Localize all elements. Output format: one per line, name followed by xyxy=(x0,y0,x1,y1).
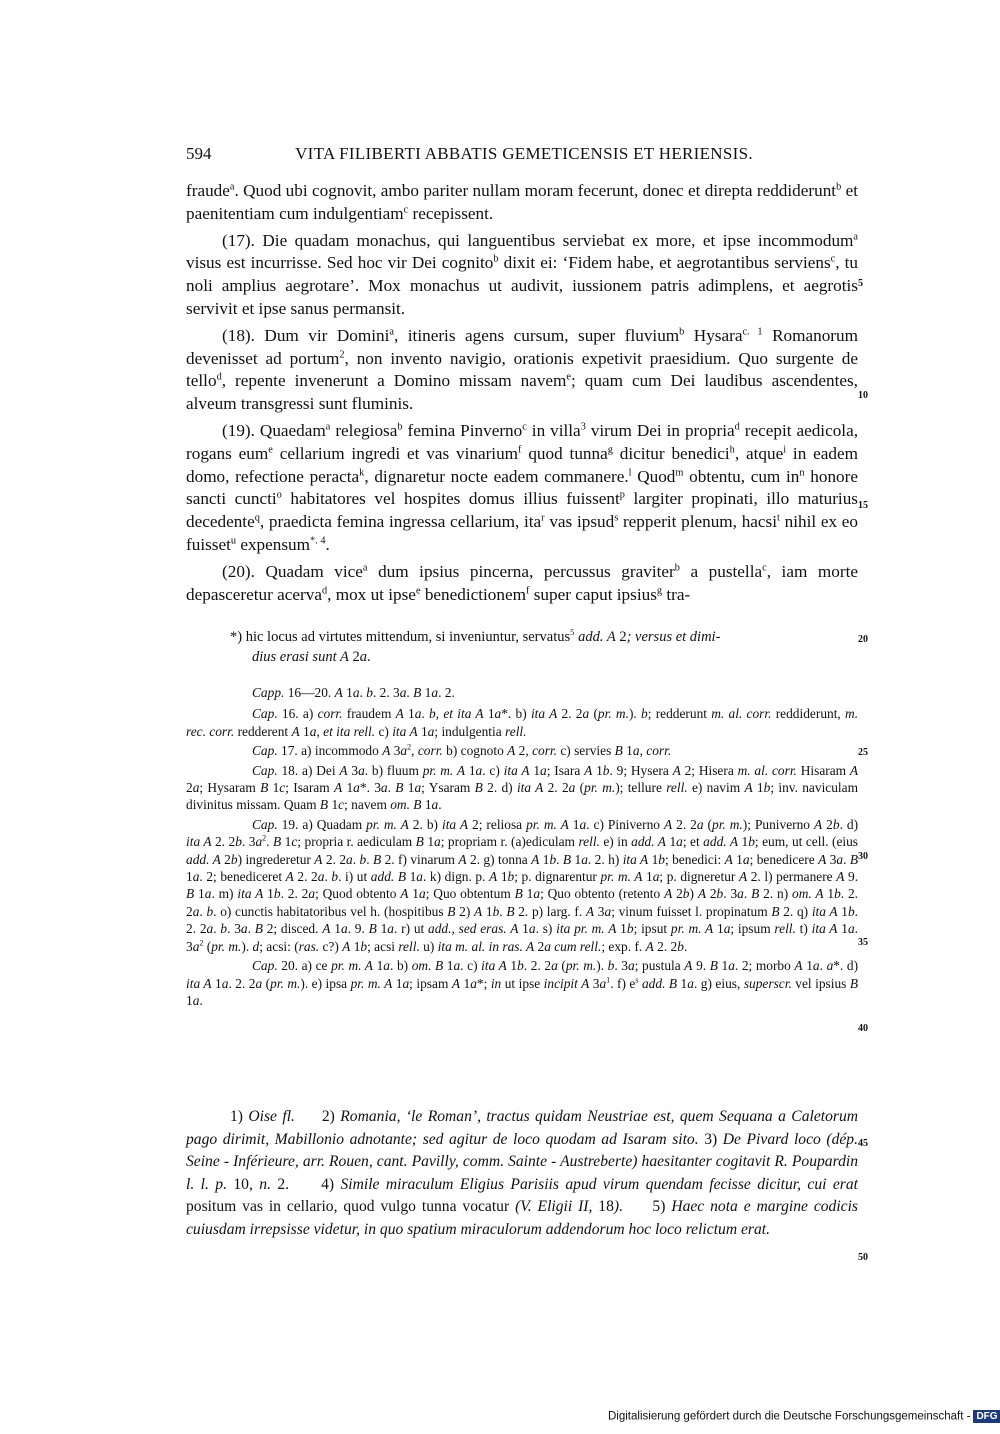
line-number: 40 xyxy=(858,1023,868,1034)
paragraph: (20). Quadam vice$^a$ dum ipsius pincerna, percussus graviter$^b$ a pustella$^c$, iam morte depasceretur acerva$^d$, mox ut ipse$^e$ benedictionem$^f$ super caput ipsius$^g$ tra- xyxy=(186,561,858,604)
apparatus-entry: Cap. 17. a) incommodo A $3a^2$, corr. b) cognoto A 2, corr. c) servies B 1a, corr. xyxy=(252,742,672,759)
critical-apparatus xyxy=(186,684,858,1011)
footnotes: 1) Oise fl. 2) Romania, ‘le Roman’, tractus quidam Neustriae est, quem Sequana a Caletorum pago dirimit, Mabillonio adnotante; sed agitur de loco quodam ad Isaram sito. 3) De Pivard loco (dép. Seine - Inférieure, arr. Rouen, cant. Pavilly, comm. Sainte - Austreberte) haesitanter cogitavit R. Poupardin l. l. p. 10, n. 2. 4) Simile miraculum Eligius Parisiis apud virum quendam fecisse dicitur, cui erat positum vas in cellario, quod vulgo tunna vocatur (V. Eligii II, 18). 5) Haec nota e margine codicis cuiusdam irrepsisse videtur, in quo spatium miraculorum addendorum hoc loco relictum erat. xyxy=(186,1108,859,1238)
page-number: 594 xyxy=(186,144,212,163)
main-text xyxy=(186,180,858,606)
line-number: 5 xyxy=(858,278,863,289)
apparatus-entry: Cap. 19. a) Quadam pr. m. A 2. b) ita A 2; reliosa pr. m. A 1a. c) Piniverno A 2. 2a (pr. m.); Puniverno A 2b. d) ita A 2. 2b. $3a^2$. B 1c; propria r. aediculam B 1a; propriam r. (a)ediculam rell. e) in add. A 1a; et add. A 1b; eum, ut cell. (eius add. A 2b) ingrederetur A 2. 2a. b. B 2. f) vinarum A 2. g) tonna A 1b. B 1a. 2. h) ita A 1b; benedici: A 1a; benedicere A 3a. B 1a. 2; benediceret A 2. 2a. b. i) ut add. B 1a. k) dign. p. A 1b; p. dignarentur pr. m. A 1a; p. digneretur A 2. l) permanere A 9. B 1a. m) ita A 1b. 2. 2a; Quod obtento A 1a; Quo obtentum B 1a; Quo obtento (retento A 2b) A 2b. 3a. B 2. n) om. A 1b. 2. 2a. b. o) cunctis habitatoribus vel h. (hospitibus B 2) A 1b. B 2. p) larg. f. A 3a; vinum fuisset l. propinatum B 2. q) ita A 1b. 2. 2a. b. 3a. B 2; disced. A 1a. 9. B 1a. r) ut add., sed eras. A 1a. s) ita pr. m. A 1b; ipsut pr. m. A 1a; ipsum rell. t) ita A 1a. $3a^2$ (pr. m.). d; acsi: (ras. c?) A 1b; acsi rell. u) ita m. al. in ras. A 2a cum rell.; exp. f. A 2. 2b. xyxy=(186,816,859,954)
asterisk-note: *) hic locus ad virtutes mittendum, si inveniuntur, servatus$^5$ add. A 2; versus et dimi- dius erasi sunt A 2a. xyxy=(230,627,721,665)
apparatus-entry: Cap. 20. a) ce pr. m. A 1a. b) om. B 1a. c) ita A 1b. 2. 2a (pr. m.). b. 3a; pustula A 9. B 1a. 2; morbo A 1a. a*. d) ita A 1a. 2. 2a (pr. m.). e) ipsa pr. m. A 1a; ipsam A 1a*; in ut ipse incipit A $3a^1$. f) $e^s$ add. B 1a. g) eius, superscr. vel ipsius B 1a. xyxy=(186,958,859,1008)
footer-credit xyxy=(608,1410,1000,1423)
line-number: 50 xyxy=(858,1252,868,1263)
apparatus-entry: Cap. 16. a) corr. fraudem A 1a. b, et ita A 1a*. b) ita A 2. 2a (pr. m.). b; redderunt m. al. corr. reddiderunt, m. rec. corr. redderent A 1a, et ita rell. c) ita A 1a; indulgentia rell. xyxy=(186,706,859,739)
line-number: 35 xyxy=(858,937,868,948)
paragraph: (17). Die quadam monachus, qui languentibus serviebat ex more, et ipse incommodum$^a$ visus est incurrisse. Sed hoc vir Dei cognito$^b$ dixit ei: ‘Fidem habe, et aegrotantibus serviens$^c$, tu noli amplius aegrotare’. Mox monachus ut audivit, iussionem patris adimplens, et aegrotis servivit et ipse sanus permansit. xyxy=(186,230,858,318)
dfg-logo: DFG xyxy=(973,1410,1000,1423)
line-number: 30 xyxy=(858,851,868,862)
line-number: 20 xyxy=(858,634,868,645)
paragraph: (19). Quaedam$^a$ relegiosa$^b$ femina Pinverno$^c$ in villa$^3$ virum Dei in propria$^d$ recepit aedicola, rogans eum$^e$ cellarium ingredi et vas vinarium$^f$ quod tunna$^g$ dicitur benedici$^h$, atque$^i$ in eadem domo, refectione peracta$^k$, dignaretur nocte eadem commanere.$^l$ Quod$^m$ obtentu, cum $in^n$ honore sancti cuncti$^o$ habitatores vel hospites domus illius fuissent$^p$ largiter propinati, illo maturius decedente$^q$, praedicta femina ingressa cellarium, ita$^r$ vas ipsud$^s$ repperit plenum, hacsi$^t$ nihil ex eo fuisset$^u$ expensum$^{*. 4}$. xyxy=(186,420,859,554)
paragraph: (18). Dum vir Domini$^a$, itineris agens cursum, super fluvium$^b$ Hysara$^{c. 1}$ Romanorum devenisset ad portum$^2$, non invento navigio, orationis expetivit praesidium. Quo surgente de tello$^d$, repente invenerunt a Domino missam navem$^e$; quam cum Dei laudibus ascendentes, alveum transgressi sunt fluminis. xyxy=(186,325,858,414)
apparatus-entry: Cap. 18. a) Dei A 3a. b) fluum pr. m. A 1a. c) ita A 1a; Isara A 1b. 9; Hysera A 2; Hisera m. al. corr. Hisaram A 2a; Hysaram B 1c; Isaram A 1a*. 3a. B 1a; Ysaram B 2. d) ita A 2. 2a (pr. m.); tellure rell. e) navim A 1b; inv. naviculam divinitus missam. Quam B 1c; navem om. B 1a. xyxy=(186,762,859,813)
line-number: 10 xyxy=(858,390,868,401)
footer-text: Digitalisierung gefördert durch die Deutsche Forschungsgemeinschaft - xyxy=(608,1410,971,1423)
apparatus-entry: Capp. 16—20. A 1a. b. 2. 3a. B 1a. 2. xyxy=(252,685,455,700)
line-number: 45 xyxy=(858,1138,868,1149)
line-number: 25 xyxy=(858,747,868,758)
line-number: 15 xyxy=(858,500,868,511)
paragraph: fraude$^a$. Quod ubi cognovit, ambo pariter nullam moram fecerunt, donec et direpta reddiderunt$^b$ et paenitentiam cum indulgentiam$^c$ recepissent. xyxy=(186,181,858,223)
running-title: VITA FILIBERTI ABBATIS GEMETICENSIS ET HERIENSIS. xyxy=(295,144,753,163)
